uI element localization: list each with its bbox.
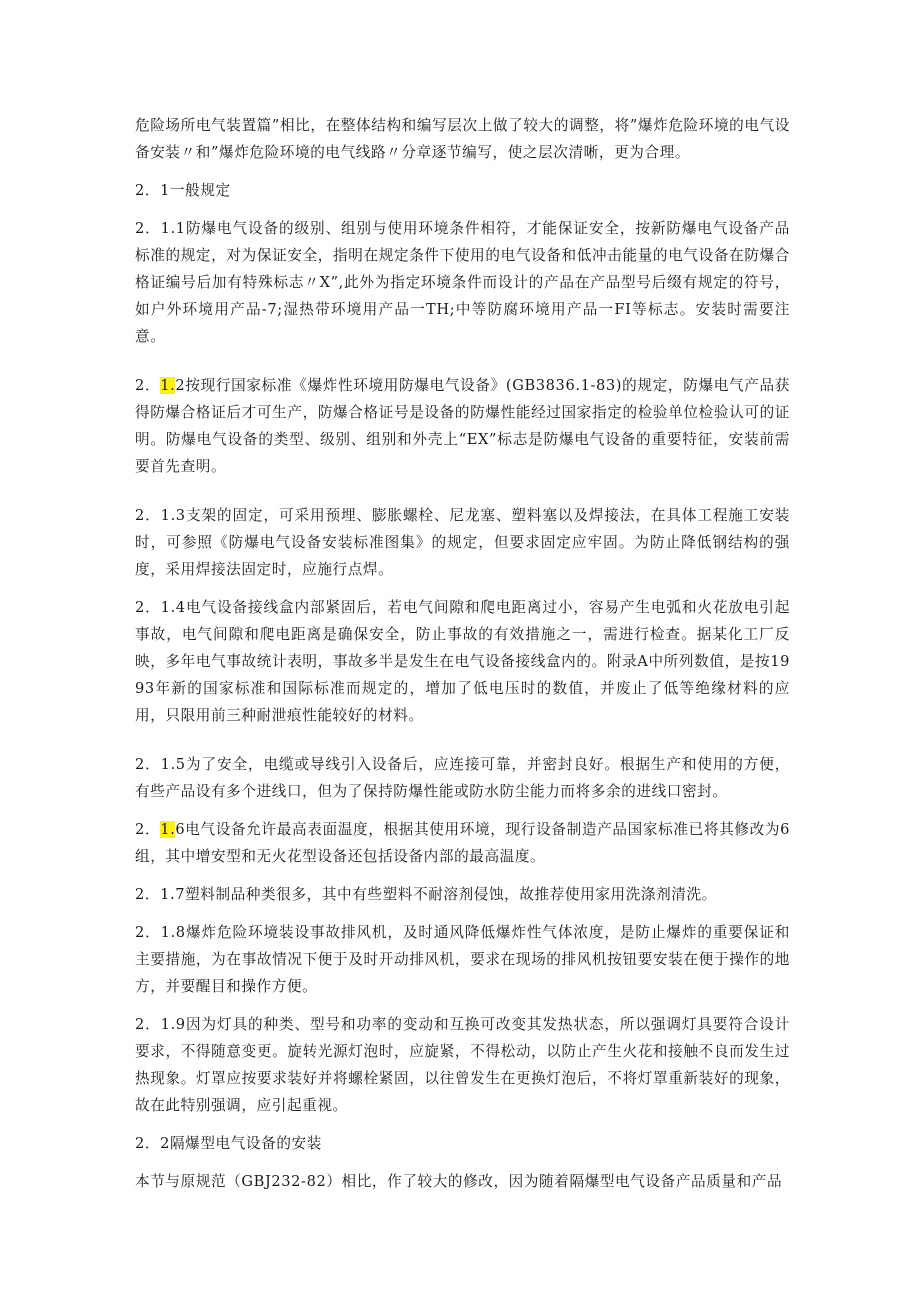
clause-2-1-7: 2．1.7塑料制品种类很多，其中有些塑料不耐溶剂侵蚀，故推荐使用家用洗涤剂清洗。 xyxy=(135,886,717,903)
clause-2-1-8: 2．1.8爆炸危险环境装设事故排风机，及时通风降低爆炸性气体浓度，是防止爆炸的重要保证和主要措施，为在事故情况下便于及时开动排风机，要求在现场的排风机按钮要安装在便于操作的地方，并要醒目和操作方便。 xyxy=(135,924,790,995)
section-heading-2-2: 2．2隔爆型电气设备的安装 xyxy=(135,1135,322,1152)
clause-2-1-4: 2．1.4电气设备接线盒内部紧固后，若电气间隙和爬电距离过小，容易产生电弧和火花放电引起事故，电气间隙和爬电距离是确保安全，防止事故的有效措施之一，需进行检查。据某化工厂反映，多年电气事故统计表明，事故多半是发生在电气设备接线盒内的。附录A中所列数值，是按1993年新的国家标准和国际标准而规定的，增加了低电压时的数值，并废止了低等绝缘材料的应用，只限用前三种耐泄痕性能较好的材料。 xyxy=(135,599,790,724)
section-2-2-paragraph: 本节与原规范（GBJ232-82）相比，作了较大的修改，因为随着隔爆型电气设备产品质量和产品 xyxy=(135,1173,783,1190)
document-body xyxy=(135,112,790,1195)
highlighted-text: 1. xyxy=(160,821,176,838)
clause-2-1-2 xyxy=(135,372,790,480)
clause-2-1-9: 2．1.9因为灯具的种类、型号和功率的变动和互换可改变其发热状态，所以强调灯具要符合设计要求，不得随意变更。旋转光源灯泡时，应旋紧，不得松动，以防止产生火花和接触不良而发生过热现象。灯罩应按要求装好并将螺栓紧固，以往曾发生在更换灯泡后，不将灯罩重新装好的现象，故在此特别强调，应引起重视。 xyxy=(135,1016,790,1114)
clause-number-prefix: 2． xyxy=(135,377,161,394)
intro-paragraph: 危险场所电气装置篇”相比，在整体结构和编写层次上做了较大的调整，将”爆炸危险环境的电气设备安装〃和”爆炸危险环境的电气线路〃分章逐节编写，使之层次清晰，更为合理。 xyxy=(135,117,790,161)
clause-body: 2按现行国家标准《爆炸性环境用防爆电气设备》(GB3836.1-83)的规定，防爆电气产品获得防爆合格证后才可生产，防爆合格证号是设备的防爆性能经过国家指定的检验单位检验认可的证明。防爆电气设备的类型、级别、组别和外壳上“EX”标志是防爆电气设备的重要特征，安装前需要首先查明。 xyxy=(135,377,790,475)
clause-2-1-5: 2．1.5为了安全，电缆或导线引入设备后，应连接可靠，并密封良好。根据生产和使用的方便，有些产品设有多个进线口，但为了保持防爆性能或防水防尘能力而将多余的进线口密封。 xyxy=(135,756,790,800)
section-heading-2-1: 2．1一般规定 xyxy=(135,182,231,199)
clause-2-1-3: 2．1.3支架的固定，可采用预埋、膨胀螺栓、尼龙塞、塑料塞以及焊接法，在具体工程施工安装时，可参照《防爆电气设备安装标准图集》的规定，但要求固定应牢固。为防止降低钢结构的强度，采用焊接法固定时，应施行点焊。 xyxy=(135,507,790,578)
highlighted-text: 1. xyxy=(160,377,176,394)
clause-body: 6电气设备允许最高表面温度，根据其使用环境，现行设备制造产品国家标准已将其修改为6组，其中增安型和无火花型设备还包括设备内部的最高温度。 xyxy=(135,821,790,865)
clause-2-1-1: 2．1.1防爆电气设备的级别、组别与使用环境条件相符，才能保证安全，按新防爆电气设备产品标准的规定，对为保证安全，指明在规定条件下使用的电气设备和低冲击能量的电气设备在防爆合格证编号后加有特殊标志〃X”,此外为指定环境条件而设计的产品在产品型号后缀有规定的符号，如户外环境用产品-7;湿热带环境用产品一TH;中等防腐环境用产品一FI等标志。安装时需要注意。 xyxy=(135,220,790,345)
clause-number-prefix: 2． xyxy=(135,821,161,838)
clause-2-1-6 xyxy=(135,816,790,870)
